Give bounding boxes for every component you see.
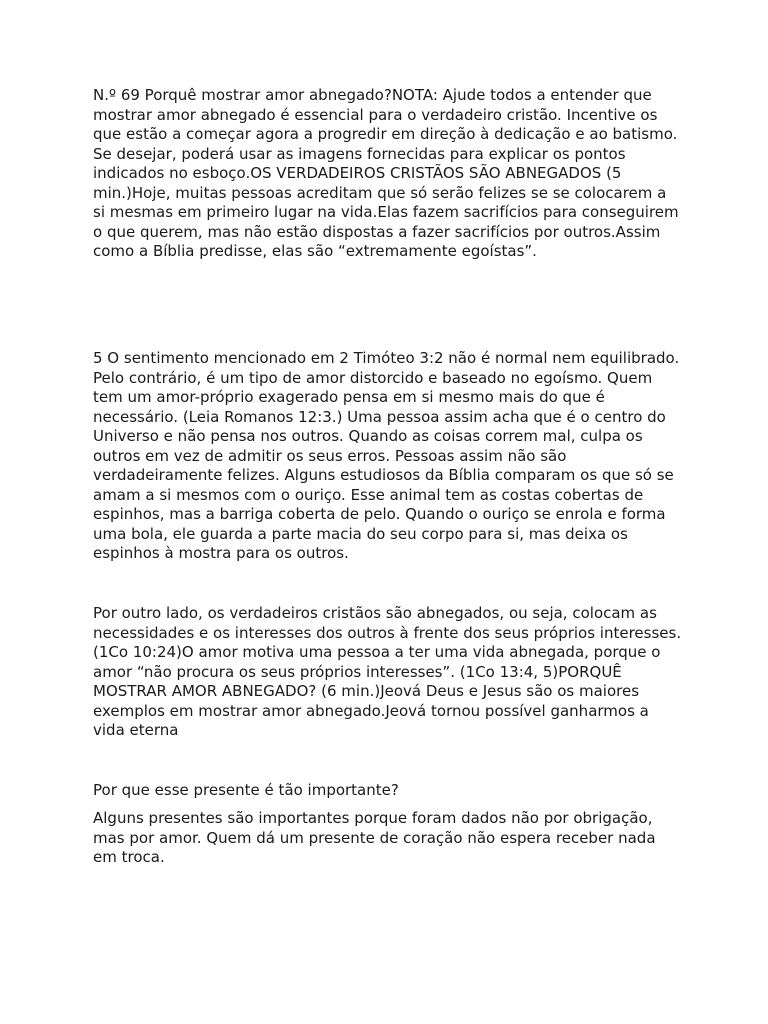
paragraph-intro-note: N.º 69 Porquê mostrar amor abnegado?NOTA: Ajude todos a entender que mostrar amor abnegado é essencial para o verdadeiro cristão. Incentive os que estão a começar agora a progredir em direção à dedicação e ao batismo. Se desejar, poderá usar as imagens fornecidas para explicar os pontos indicados no esboço.OS VERDADEIROS CRISTÃOS SÃO ABNEGADOS (5 min.)Hoje, muitas pessoas acreditam que só serão felizes se se colocarem a si mesmas em primeiro lugar na vida.Elas fazem sacrifícios para conseguirem o que querem, mas não estão dispostas a fazer sacrifícios por outros.Assim como a Bíblia predisse, elas são “extremamente egoístas”. xyxy=(93,86,679,260)
paragraph-gifts: Alguns presentes são importantes porque foram dados não por obrigação, mas por amor. Quem dá um presente de coração não espera receber nada em troca. xyxy=(93,809,656,866)
paragraph-question: Por que esse presente é tão importante? xyxy=(93,781,399,799)
paragraph-true-christians: Por outro lado, os verdadeiros cristãos são abnegados, ou seja, colocam as necessidades e os interesses dos outros à frente dos seus próprios interesses. (1Co 10:24)O amor motiva uma pessoa a ter uma vida abnegada, porque o amor “não procura os seus próprios interesses”. (1Co 13:4, 5)PORQUÊ MOSTRAR AMOR ABNEGADO? (6 min.)Jeová Deus e Jesus são os maiores exemplos em mostrar amor abnegado.Jeová tornou possível ganharmos a vida eterna xyxy=(93,604,682,739)
paragraph-timothy-ouriço: 5 O sentimento mencionado em 2 Timóteo 3:2 não é normal nem equilibrado. Pelo contrário, é um tipo de amor distorcido e baseado no egoísmo. Quem tem um amor-próprio exagerado pensa em si mesmo mais do que é necessário. (Leia Romanos 12:3.) Uma pessoa assim acha que é o centro do Universo e não pensa nos outros. Quando as coisas correm mal, culpa os outros em vez de admitir os seus erros. Pessoas assim não são verdadeiramente felizes. Alguns estudiosos da Bíblia comparam os que só se amam a si mesmos com o ouriço. Esse animal tem as costas cobertas de espinhos, mas a barriga coberta de pelo. Quando o ouriço se enrola e forma uma bola, ele guarda a parte macia do seu corpo para si, mas deixa os espinhos à mostra para os outros. xyxy=(93,349,680,562)
